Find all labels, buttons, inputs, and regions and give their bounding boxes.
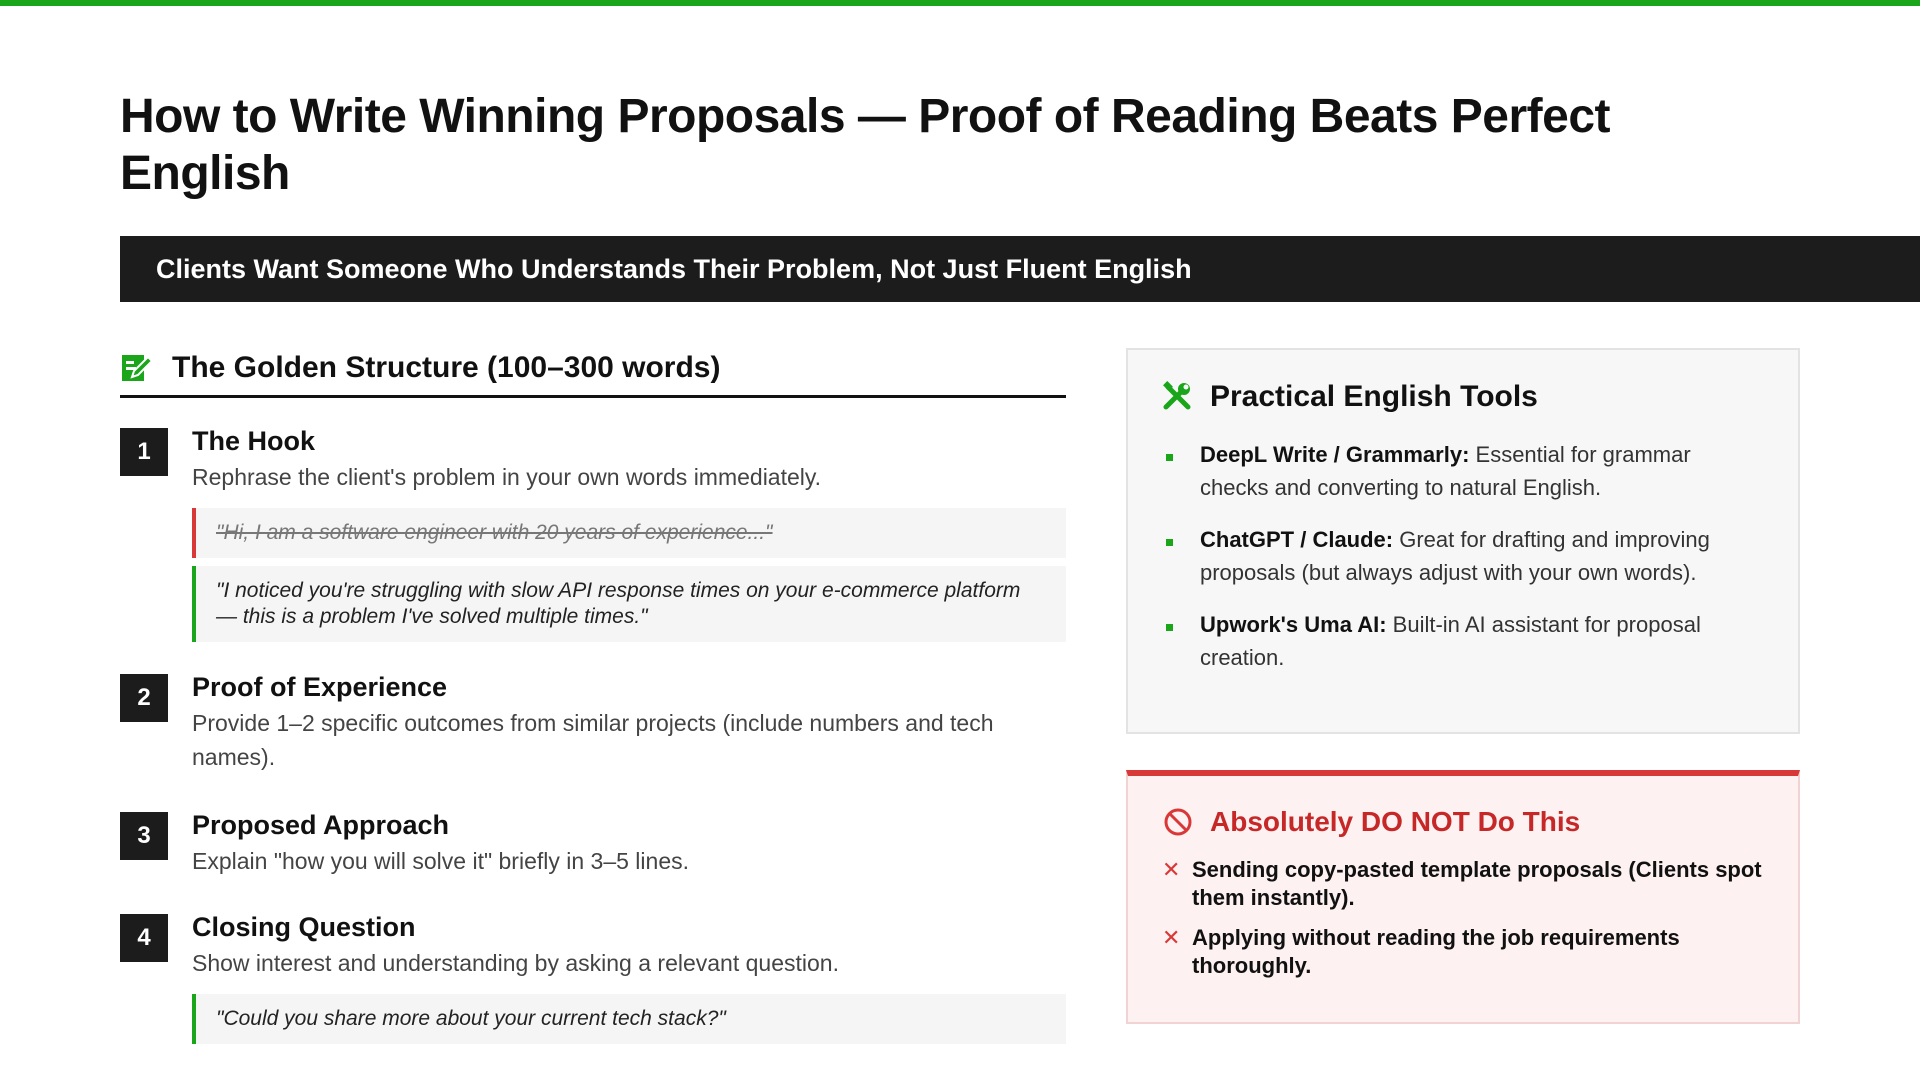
subtitle-banner: Clients Want Someone Who Understands Their Problem, Not Just Fluent English (120, 236, 1920, 302)
dont-heading-label: Absolutely DO NOT Do This (1210, 806, 1581, 837)
dont-list (1162, 856, 1764, 980)
list-item (1162, 523, 1764, 589)
step-description: Show interest and understanding by asking a relevant question. (192, 950, 839, 976)
top-accent-bar (0, 0, 1920, 6)
step-description: Rephrase the client's problem in your own words immediately. (192, 464, 822, 490)
tools-list (1162, 438, 1764, 674)
good-example-quote: "I noticed you're struggling with slow API response times on your e-commerce platform — this is a problem I've solved multiple times." (192, 566, 1066, 642)
tools-panel (1126, 348, 1800, 734)
bullet-icon (1166, 624, 1173, 631)
step-number: 1 (120, 428, 168, 476)
step-title: Proof of Experience (192, 672, 448, 702)
step-title: Closing Question (192, 912, 416, 942)
step-description: Provide 1–2 specific outcomes from similar projects (include numbers and tech names). (192, 710, 994, 770)
step-closing (120, 910, 1066, 1044)
bullet-icon (1166, 539, 1173, 546)
step-number: 3 (120, 812, 168, 860)
tool-name: Upwork's Uma AI: (1200, 612, 1387, 637)
step-description: Explain "how you will solve it" briefly in 3–5 lines. (192, 848, 690, 874)
section-heading (120, 340, 1066, 398)
tools-heading-label: Practical English Tools (1210, 380, 1538, 413)
page-title: How to Write Winning Proposals — Proof of Reading Beats Perfect English (120, 90, 1610, 200)
edit-document-icon (120, 351, 154, 385)
prohibited-icon (1162, 806, 1194, 838)
list-item (1162, 924, 1764, 980)
cross-icon: ✕ (1162, 925, 1181, 950)
dont-item-text: Sending copy-pasted template proposals (Clients spot them instantly). (1192, 857, 1762, 910)
list-item (1162, 608, 1764, 674)
dont-panel (1126, 770, 1800, 1024)
step-title: Proposed Approach (192, 810, 450, 840)
step-approach (120, 808, 1066, 878)
tool-description: Great for drafting and improving proposals (but always adjust with your own words). (1200, 527, 1710, 585)
good-example-quote: "Could you share more about your current tech stack?" (192, 994, 1066, 1044)
tool-description: Essential for grammar checks and converting to natural English. (1200, 442, 1691, 500)
list-item (1162, 438, 1764, 504)
golden-structure-section (120, 340, 1066, 1044)
bad-example-quote: "Hi, I am a software engineer with 20 years of experience..." (192, 508, 1066, 558)
tool-name: DeepL Write / Grammarly: (1200, 442, 1470, 467)
tool-name: ChatGPT / Claude: (1200, 527, 1394, 552)
tool-description: Built-in AI assistant for proposal creation. (1200, 612, 1701, 670)
step-proof (120, 670, 1066, 774)
step-number: 2 (120, 674, 168, 722)
dont-heading (1162, 806, 1764, 838)
tools-heading (1162, 380, 1764, 414)
tools-icon (1162, 381, 1194, 413)
list-item (1162, 856, 1764, 912)
cross-icon: ✕ (1162, 857, 1181, 882)
step-number: 4 (120, 914, 168, 962)
section-heading-label: The Golden Structure (100–300 words) (172, 350, 721, 384)
step-title: The Hook (192, 426, 316, 456)
step-hook (120, 424, 1066, 642)
bullet-icon (1166, 454, 1173, 461)
dont-item-text: Applying without reading the job requirements thoroughly. (1192, 925, 1680, 978)
